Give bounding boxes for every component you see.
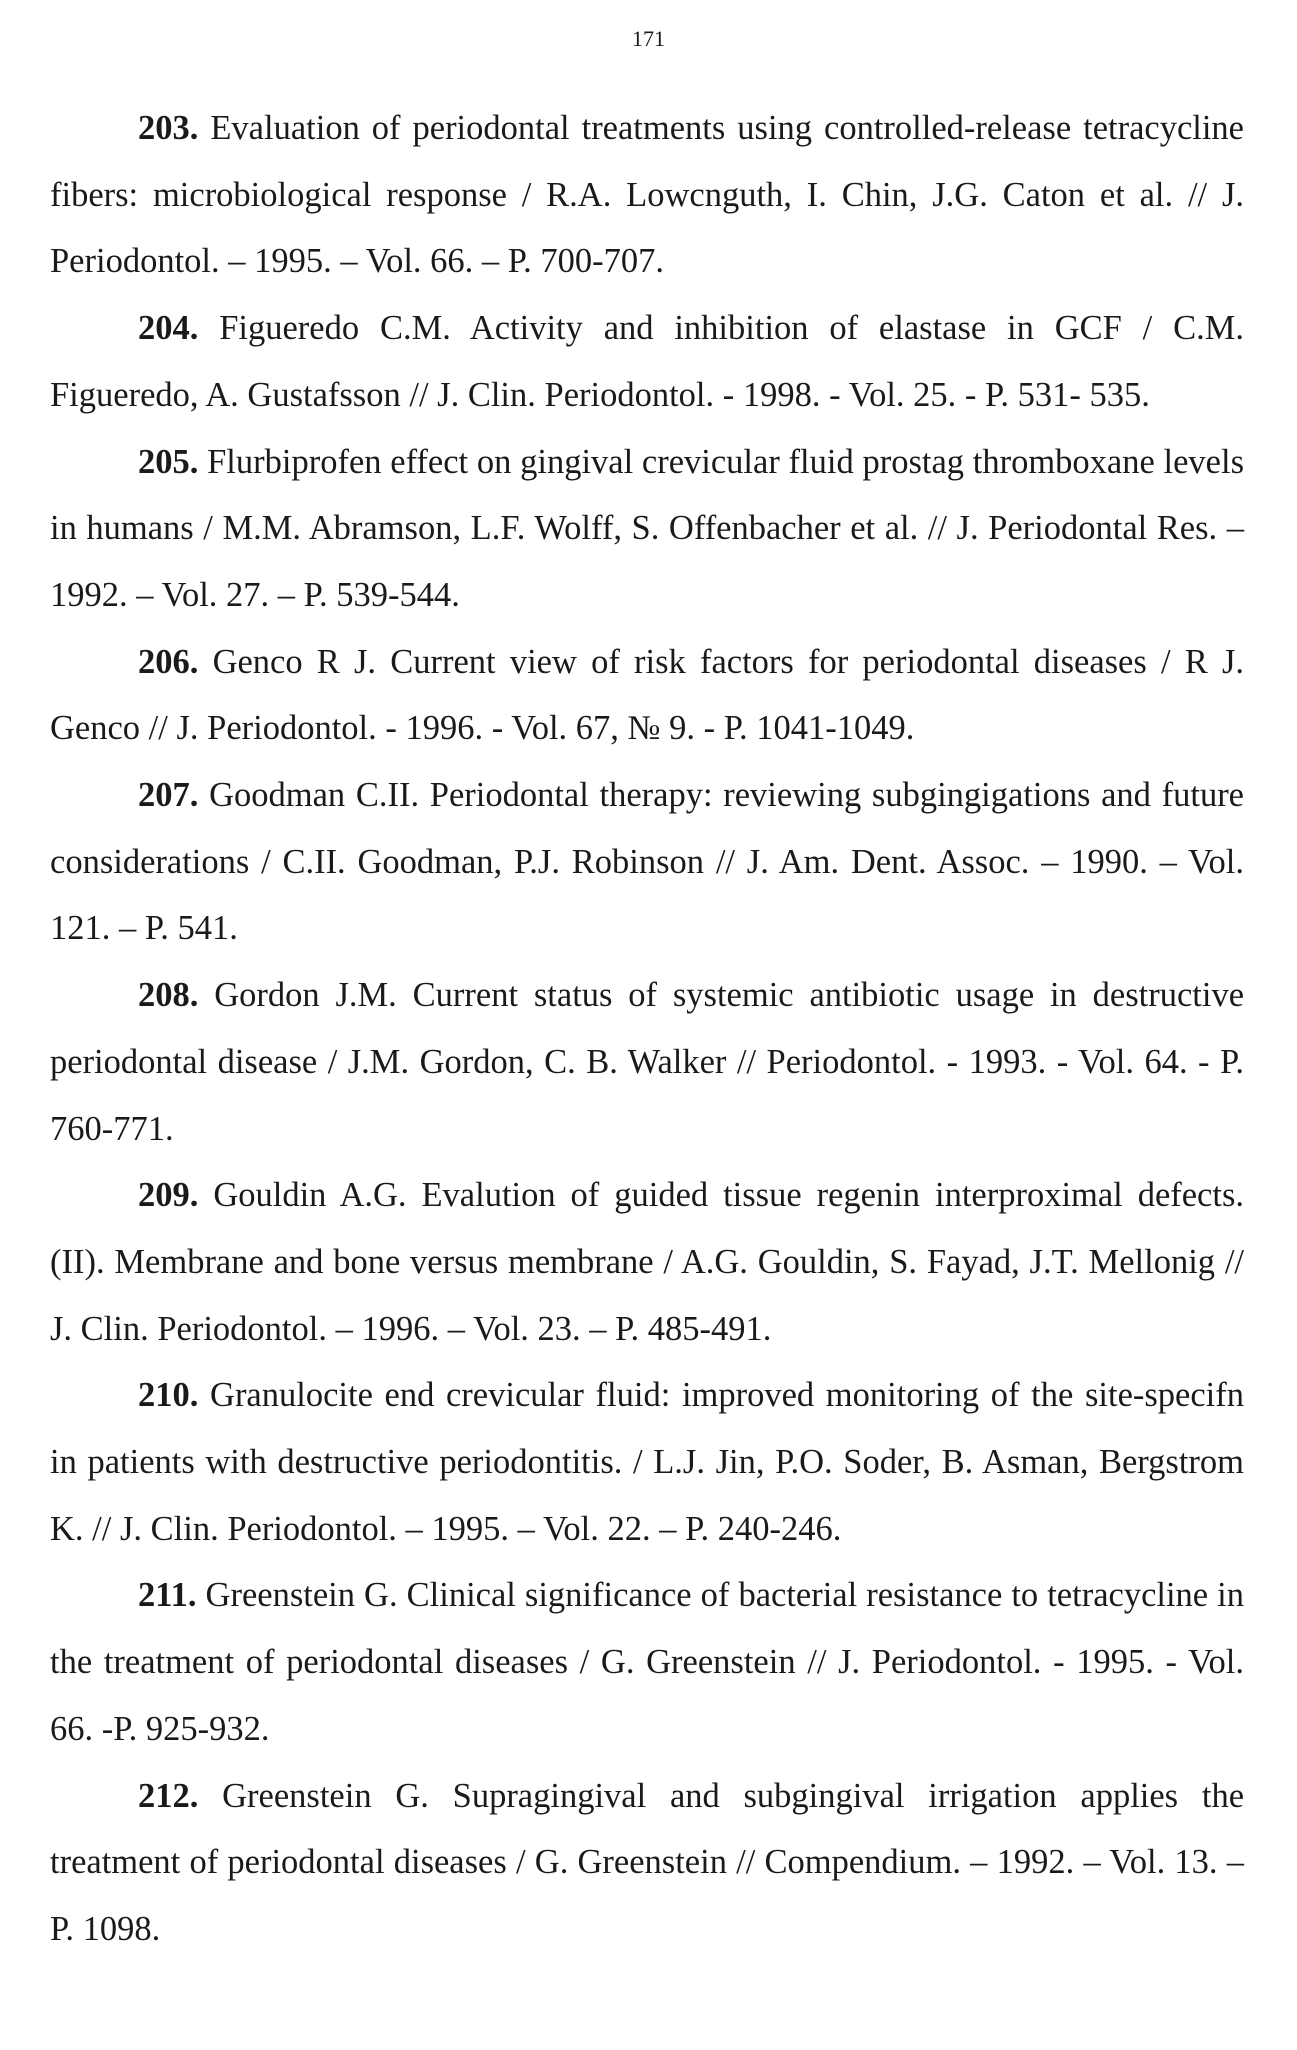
reference-item <box>50 1162 1244 1362</box>
reference-number: 207. <box>138 776 199 815</box>
reference-text: Gouldin A.G. Evalution of guided tissue regenin interproximal defects. (II). Membrane and bone versus membrane / A.G. Gouldin, S. Fayad, J.T. Mellonig // J. Clin. Periodontol. – 1996. – Vol. 23. – P. 485-491. <box>50 1176 1245 1348</box>
reference-item <box>50 962 1244 1162</box>
reference-text: Granulocite end crevicular fluid: improved monitoring of the site-specifn in patients with destructive periodontitis. / L.J. Jin, P.O. Soder, B. Asman, Bergstrom K. // J. Clin. Periodontol. – 1995. – Vol. 22. – P. 240-246. <box>50 1376 1245 1548</box>
reference-item <box>50 429 1244 629</box>
reference-item <box>50 95 1244 295</box>
page-number: 171 <box>632 26 665 51</box>
reference-number: 206. <box>138 642 199 681</box>
reference-number: 205. <box>138 442 199 481</box>
reference-number: 204. <box>138 309 199 348</box>
reference-number: 203. <box>138 109 199 147</box>
reference-text: Flurbiprofen effect on gingival crevicular fluid prostag thromboxane levels in humans / M.M. Abramson, L.F. Wolff, S. Offenbacher et al. // J. Periodontal Res. – 1992. – Vol. 27. – P. 539-544. <box>50 442 1245 614</box>
reference-list <box>50 95 1244 1963</box>
reference-item <box>50 1763 1244 1963</box>
reference-text: Figueredo C.M. Activity and inhibition of elastase in GCF / C.M. Figueredo, A. Gustafsson // J. Clin. Periodontol. - 1998. - Vol. 25. - P. 531- 535. <box>50 309 1245 414</box>
reference-text: Goodman C.II. Periodontal therapy: reviewing subgingigations and future considerations / C.II. Goodman, P.J. Robinson // J. Am. Dent. Assoc. – 1990. – Vol. 121. – P. 541. <box>50 776 1244 948</box>
reference-number: 208. <box>138 976 199 1015</box>
reference-text: Greenstein G. Supragingival and subgingival irrigation applies the treatment of periodontal diseases / G. Greenstein // Compendium. – 1992. – Vol. 13. – P. 1098. <box>50 1776 1245 1948</box>
reference-item <box>50 295 1244 428</box>
reference-text: Evaluation of periodontal treatments using controlled-release tetracycline fibers: microbiological response / R.A. Lowcnguth, I. Chin, J.G. Caton et al. // J. Periodontol. – 1995. – Vol. 66. – P. 700-707. <box>50 109 1244 281</box>
reference-item <box>50 629 1244 762</box>
reference-item <box>50 1362 1244 1562</box>
reference-item <box>50 762 1244 962</box>
reference-text: Greenstein G. Clinical significance of bacterial resistance to tetracycline in the treatment of periodontal diseases / G. Greenstein // J. Periodontol. - 1995. - Vol. 66. -P. 925-932. <box>50 1576 1245 1748</box>
reference-number: 210. <box>138 1376 199 1415</box>
reference-number: 212. <box>138 1776 199 1815</box>
reference-item <box>50 1562 1244 1762</box>
reference-number: 209. <box>138 1176 199 1215</box>
reference-number: 211. <box>138 1576 197 1615</box>
reference-text: Genco R J. Current view of risk factors for periodontal diseases / R J. Genco // J. Periodontol. - 1996. - Vol. 67, № 9. - P. 1041-1049. <box>50 642 1245 748</box>
reference-text: Gordon J.M. Current status of systemic antibiotic usage in destructive periodontal disease / J.M. Gordon, C. B. Walker // Periodontol. - 1993. - Vol. 64. - P. 760-771. <box>50 976 1245 1148</box>
